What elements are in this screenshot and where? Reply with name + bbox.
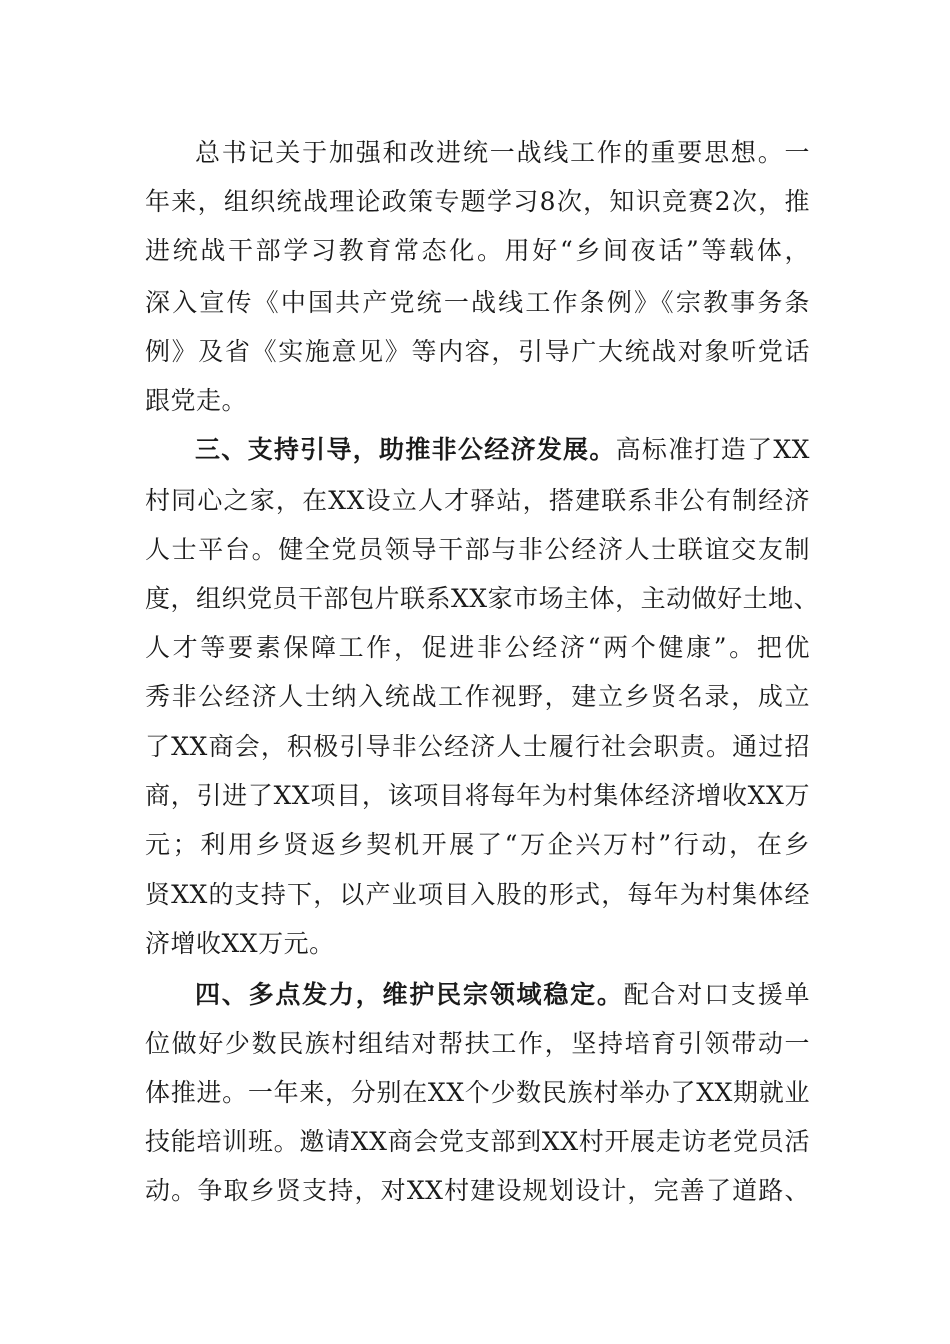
paragraph-line: 年来，组织统战理论政策专题学习8次，知识竞赛2次，推 xyxy=(145,187,810,216)
paragraph-line: 动。争取乡贤支持，对XX村建设规划设计，完善了道路、 xyxy=(145,1176,810,1205)
paragraph-line: 位做好少数民族村组结对帮扶工作，坚持培育引领带动一 xyxy=(145,1029,810,1058)
paragraph-line: 人士平台。健全党员领导干部与非公经济人士联谊交友制 xyxy=(145,535,810,564)
paragraph-line: 深入宣传《中国共产党统一战线工作条例》《宗教事务条 xyxy=(145,288,810,317)
paragraph-heading-line xyxy=(195,975,810,1015)
paragraph-line: 技能培训班。邀请XX商会党支部到XX村开展走访老党员活 xyxy=(145,1127,810,1156)
paragraph-line: 济增收XX万元。 xyxy=(145,929,335,958)
section-heading: 四、多点发力，维护民宗领域稳定。 xyxy=(195,980,624,1009)
paragraph-line: 进统战干部学习教育常态化。用好“乡间夜话”等载体， xyxy=(145,236,810,265)
heading-line-rest: 配合对口支援单 xyxy=(623,980,810,1009)
paragraph-line: 体推进。一年来，分别在XX个少数民族村举办了XX期就业 xyxy=(145,1078,810,1107)
paragraph-line: 跟党走。 xyxy=(145,386,248,415)
heading-line-rest: 高标准打造了XX xyxy=(615,435,810,464)
paragraph-line: 了XX商会，积极引导非公经济人士履行社会职责。通过招 xyxy=(145,732,810,761)
paragraph-heading-line xyxy=(195,430,810,470)
paragraph-line: 元；利用乡贤返乡契机开展了“万企兴万村”行动，在乡 xyxy=(145,830,810,859)
section-heading: 三、支持引导，助推非公经济发展。 xyxy=(195,435,616,464)
paragraph-line: 人才等要素保障工作，促进非公经济“两个健康”。把优 xyxy=(145,633,810,662)
paragraph-line: 商，引进了XX项目，该项目将每年为村集体经济增收XX万 xyxy=(145,781,810,810)
paragraph-line: 村同心之家，在XX设立人才驿站，搭建联系非公有制经济 xyxy=(145,486,810,515)
paragraph-line: 度，组织党员干部包片联系XX家市场主体，主动做好土地、 xyxy=(145,584,820,613)
paragraph-line: 贤XX的支持下，以产业项目入股的形式，每年为村集体经 xyxy=(145,880,810,909)
paragraph-line: 例》及省《实施意见》等内容，引导广大统战对象听党话 xyxy=(145,337,810,366)
paragraph-line: 总书记关于加强和改进统一战线工作的重要思想。一 xyxy=(195,138,810,167)
paragraph-line: 秀非公经济人士纳入统战工作视野，建立乡贤名录，成立 xyxy=(145,682,810,711)
